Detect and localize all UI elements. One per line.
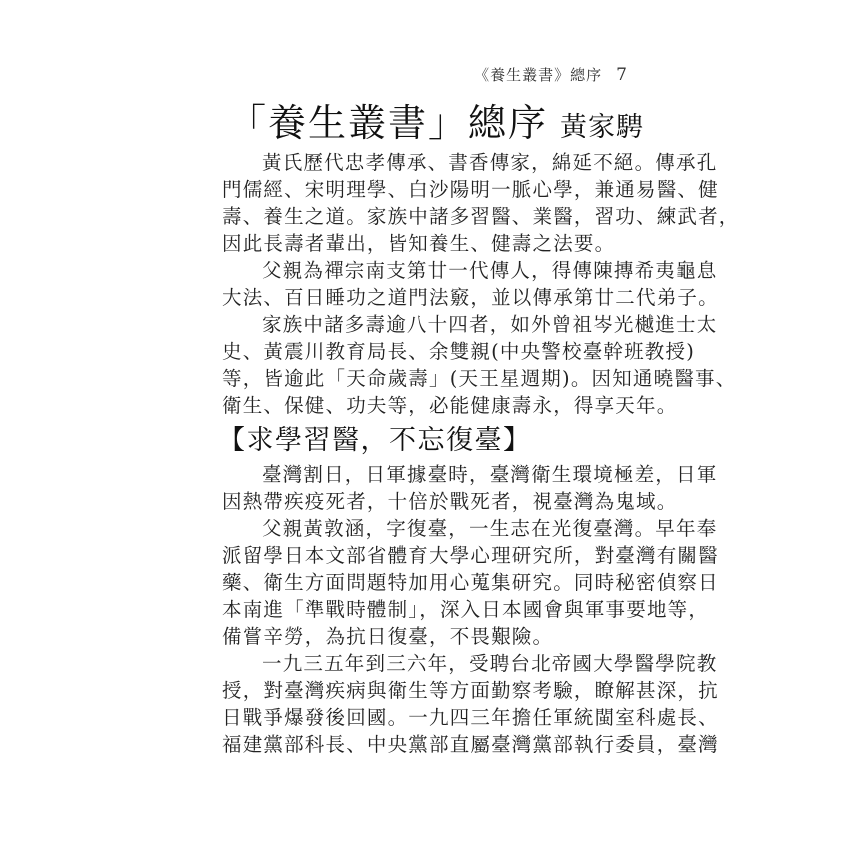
- text-line: 福建黨部科長、中央黨部直屬臺灣黨部執行委員，臺灣: [222, 733, 719, 756]
- body-text: [218, 149, 740, 758]
- text-line: 派留學日本文部省體育大學心理研究所，對臺灣有關醫: [222, 544, 719, 567]
- title-main: 「養生叢書」總序: [228, 101, 549, 145]
- text-line: 父親為禪宗南支第廿一代傳人，得傳陳摶希夷龜息: [262, 259, 718, 282]
- text-line: 藥、衛生方面問題特加用心蒐集研究。同時秘密偵察日: [222, 571, 719, 594]
- text-line: 大法、百日睡功之道門法竅，並以傳承第廿二代弟子。: [222, 286, 719, 309]
- section-paragraph-3: [222, 650, 719, 758]
- title-author: 黃家騁: [560, 112, 645, 143]
- paragraph-2: [222, 257, 719, 311]
- text-line: 父親黃敦涵，字復臺，一生志在光復臺灣。早年奉: [262, 517, 718, 540]
- text-line: 家族中諸多壽逾八十四者，如外曾祖岑光樾進士太: [262, 313, 718, 336]
- text-line: 壽、養生之道。家族中諸多習醫、業醫，習功、練武者，: [222, 205, 740, 228]
- text-line: 門儒經、宋明理學、白沙陽明一脈心學，兼通易醫、健: [222, 178, 719, 201]
- text-line: 因熱帶疾疫死者，十倍於戰死者，視臺灣為鬼域。: [222, 490, 678, 513]
- text-line: 一九三五年到三六年，受聘台北帝國大學醫學院教: [262, 652, 718, 675]
- text-line: 等，皆逾此「天命歲壽」(天王星週期)。因知通曉醫事、: [222, 367, 737, 390]
- page-number: 7: [616, 65, 628, 85]
- running-head-title: 《養生叢書》總序: [474, 66, 603, 84]
- section-paragraph-1: [222, 461, 718, 515]
- text-line: 日戰爭爆發後回國。一九四三年擔任軍統閩室科處長、: [222, 706, 719, 729]
- page-title: [228, 92, 644, 147]
- section-heading: 【求學習醫，不忘復臺】: [218, 425, 532, 456]
- paragraph-3: [222, 311, 737, 419]
- text-line: 備嘗辛勞，為抗日復臺，不畏艱險。: [222, 625, 554, 648]
- text-line: 因此長壽者輩出，皆知養生、健壽之法要。: [222, 232, 616, 255]
- text-line: 衛生、保健、功夫等，必能健康壽永，得享天年。: [222, 394, 678, 417]
- text-line: 黃氏歷代忠孝傳承、書香傳家，綿延不絕。傳承孔: [262, 151, 718, 174]
- text-line: 本南進「準戰時體制」，深入日本國會與軍事要地等，: [222, 598, 710, 621]
- paragraph-1: [222, 149, 740, 257]
- text-line: 授，對臺灣疾病與衛生等方面勤察考驗，瞭解甚深，抗: [222, 679, 719, 702]
- text-line: 臺灣割日，日軍據臺時，臺灣衛生環境極差，日軍: [262, 463, 718, 486]
- text-line: 史、黃震川教育局長、余雙親(中央警校臺幹班教授): [222, 340, 696, 363]
- running-head: [474, 64, 628, 85]
- section-paragraph-2: [222, 515, 719, 650]
